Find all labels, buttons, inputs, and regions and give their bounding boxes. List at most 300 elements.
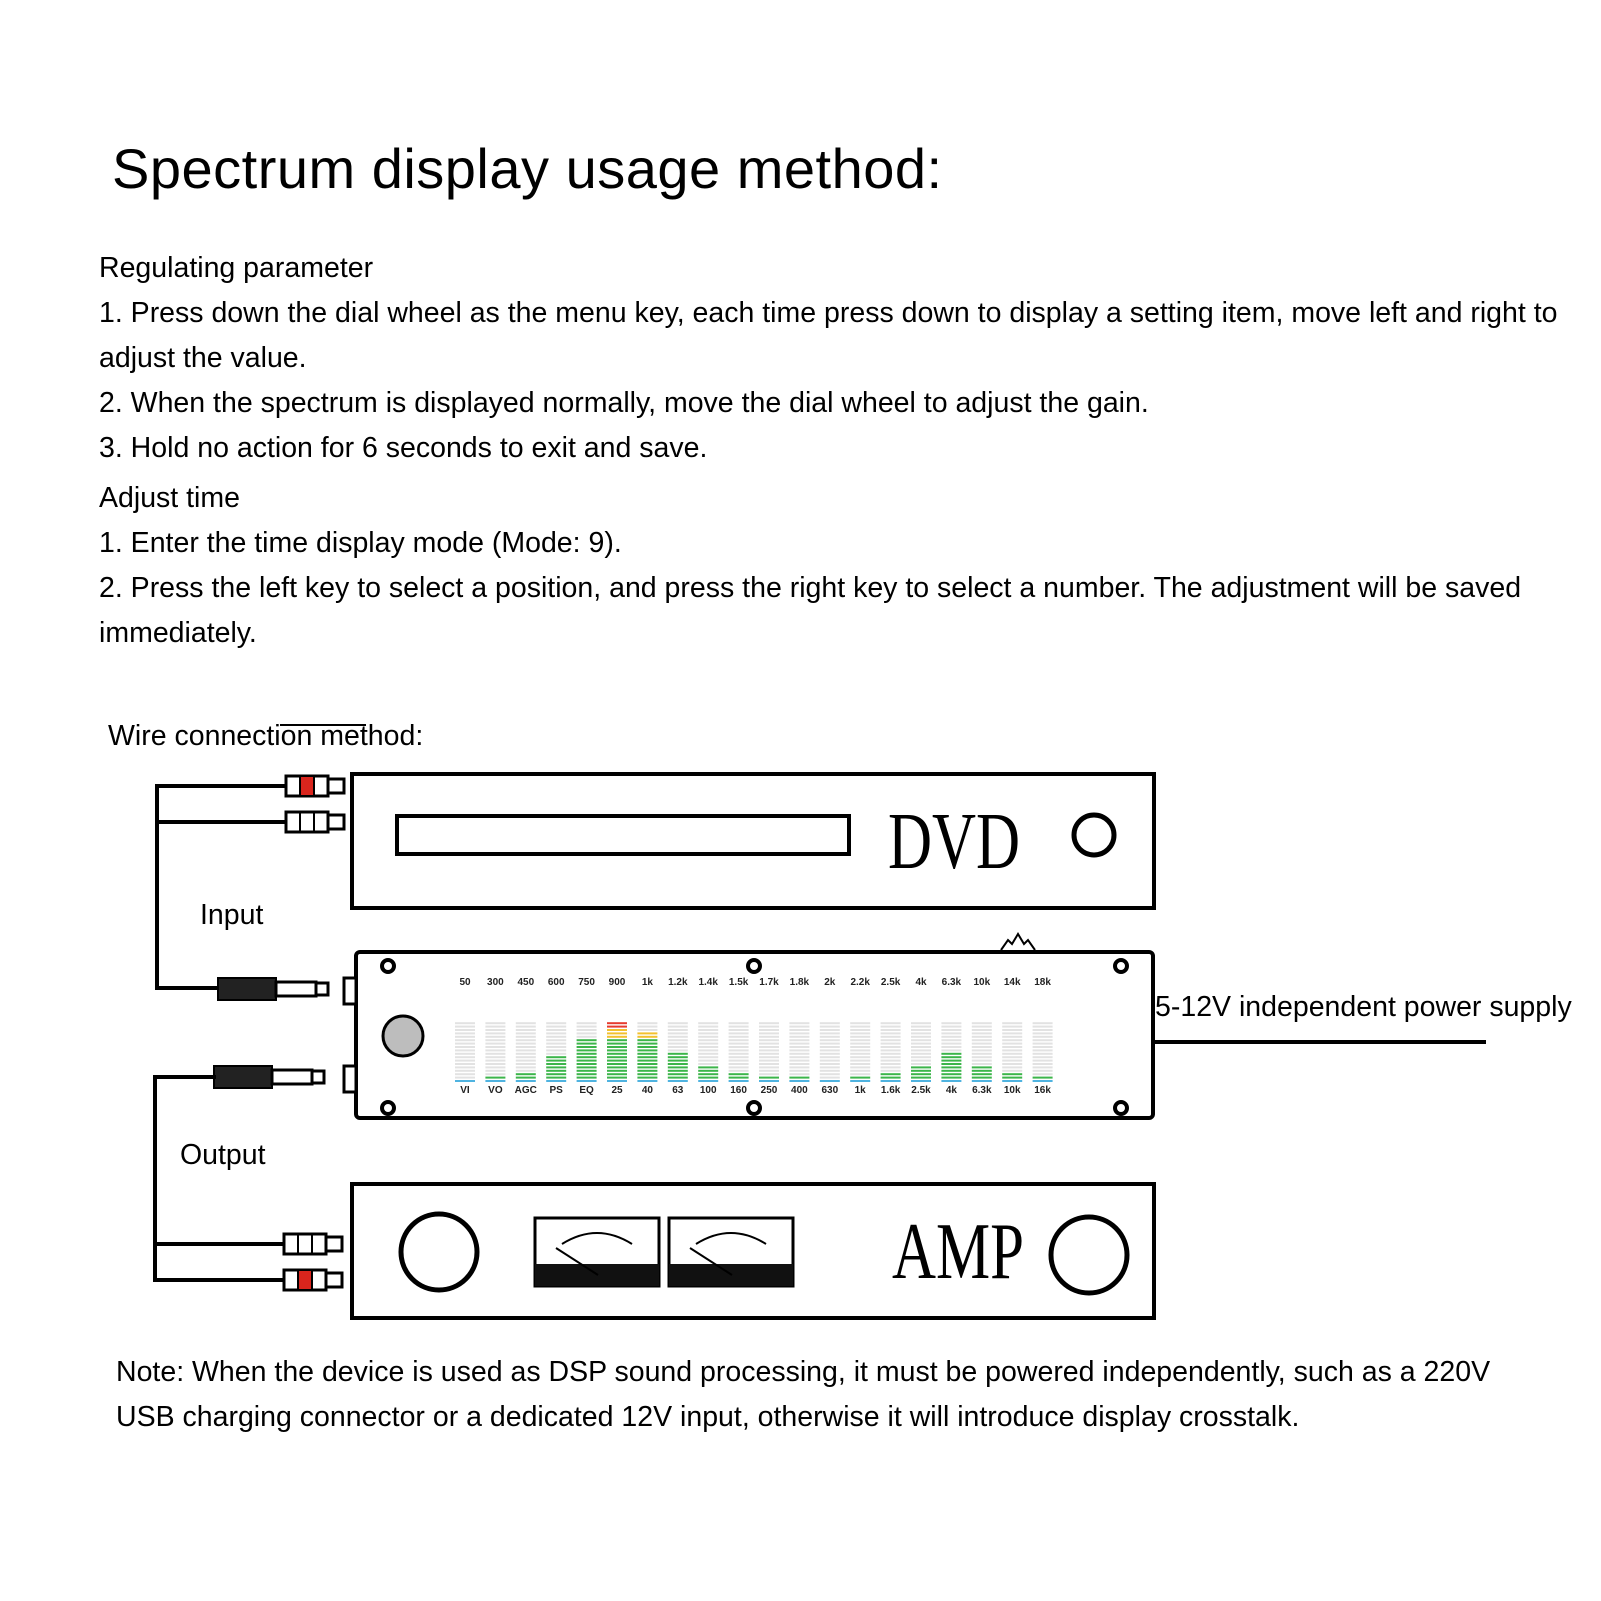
led-segment [1002,1056,1022,1058]
led-segment [607,1026,627,1028]
led-segment [911,1053,931,1055]
led-segment [485,1036,505,1038]
screw-icon [1115,960,1127,972]
led-segment [516,1022,536,1024]
led-segment [972,1043,992,1045]
led-segment [759,1077,779,1079]
led-segment [729,1032,749,1034]
led-segment [516,1043,536,1045]
led-segment [546,1073,566,1075]
led-segment [759,1022,779,1024]
led-segment [637,1043,657,1045]
led-segment [668,1073,688,1075]
regulating-step-1: 1. Press down the dial wheel as the menu key, each time press down to display a setting item, move left and right to adjust the value. [99,297,1558,374]
led-segment [789,1046,809,1048]
screw-icon [748,1102,760,1114]
led-segment [546,1046,566,1048]
led-segment [607,1022,627,1024]
led-segment [1033,1032,1053,1034]
led-segment [698,1036,718,1038]
led-segment [637,1080,657,1082]
led-segment [850,1073,870,1075]
led-segment [668,1039,688,1041]
top-frequency-label: 14k [1003,977,1021,988]
led-segment [881,1043,901,1045]
amp-label: AMP [892,1208,1024,1296]
led-segment [698,1039,718,1041]
led-segment [972,1080,992,1082]
led-segment [485,1039,505,1041]
led-segment [941,1022,961,1024]
led-segment [972,1029,992,1031]
led-segment [820,1043,840,1045]
screw-icon [748,960,760,972]
led-segment [881,1077,901,1079]
led-segment [1033,1029,1053,1031]
led-segment [759,1070,779,1072]
led-segment [820,1039,840,1041]
led-segment [485,1056,505,1058]
led-segment [455,1036,475,1038]
led-segment [698,1056,718,1058]
led-segment [911,1077,931,1079]
led-segment [911,1070,931,1072]
led-segment [668,1032,688,1034]
led-segment [637,1049,657,1051]
led-segment [729,1036,749,1038]
led-segment [1002,1049,1022,1051]
led-segment [789,1056,809,1058]
led-segment [577,1060,597,1062]
led-segment [941,1043,961,1045]
led-segment [941,1053,961,1055]
led-segment [1033,1043,1053,1045]
led-segment [546,1070,566,1072]
led-segment [455,1029,475,1031]
led-segment [911,1026,931,1028]
led-segment [516,1073,536,1075]
led-segment [698,1026,718,1028]
top-frequency-label: 2k [824,977,836,988]
bottom-channel-label: 1.6k [880,1085,901,1096]
led-segment [1033,1053,1053,1055]
led-segment [759,1053,779,1055]
led-segment [850,1053,870,1055]
top-frequency-label: 450 [517,977,535,988]
led-segment [789,1049,809,1051]
led-segment [546,1022,566,1024]
led-segment [455,1060,475,1062]
top-frequency-label: 900 [608,977,626,988]
led-segment [1002,1066,1022,1068]
led-segment [546,1060,566,1062]
bottom-channel-label: PS [549,1085,563,1096]
regulating-step-2: 2. When the spectrum is displayed normally, move the dial wheel to adjust the gain. [99,387,1149,419]
led-segment [911,1022,931,1024]
led-segment [881,1036,901,1038]
led-segment [698,1022,718,1024]
led-segment [820,1036,840,1038]
led-segment [485,1029,505,1031]
led-segment [1033,1036,1053,1038]
led-segment [637,1029,657,1031]
led-segment [516,1046,536,1048]
led-segment [759,1049,779,1051]
led-segment [668,1029,688,1031]
top-frequency-label: 600 [547,977,565,988]
led-segment [1002,1060,1022,1062]
led-segment [577,1022,597,1024]
led-segment [911,1056,931,1058]
led-segment [729,1026,749,1028]
led-segment [789,1032,809,1034]
led-segment [1033,1073,1053,1075]
led-segment [1033,1080,1053,1082]
led-segment [455,1026,475,1028]
led-segment [546,1043,566,1045]
led-segment [577,1077,597,1079]
led-segment [668,1077,688,1079]
led-segment [941,1077,961,1079]
led-segment [516,1049,536,1051]
led-segment [455,1066,475,1068]
led-segment [485,1046,505,1048]
bottom-channel-label: 1k [854,1085,866,1096]
led-segment [577,1080,597,1082]
input-label: Input [200,899,264,931]
led-segment [698,1063,718,1065]
led-segment [668,1080,688,1082]
led-segment [1002,1032,1022,1034]
led-segment [1033,1060,1053,1062]
led-segment [972,1077,992,1079]
crown-mark-icon [1001,934,1035,950]
bottom-channel-label: VO [488,1085,503,1096]
led-segment [637,1046,657,1048]
screw-icon [1115,1102,1127,1114]
led-segment [820,1056,840,1058]
led-segment [607,1032,627,1034]
led-segment [759,1026,779,1028]
led-segment [881,1049,901,1051]
led-segment [577,1036,597,1038]
led-segment [668,1056,688,1058]
led-segment [850,1046,870,1048]
led-segment [698,1077,718,1079]
led-segment [637,1060,657,1062]
led-segment [485,1026,505,1028]
led-segment [455,1022,475,1024]
led-segment [668,1070,688,1072]
led-segment [577,1043,597,1045]
led-segment [637,1026,657,1028]
led-segment [911,1046,931,1048]
led-segment [911,1039,931,1041]
led-segment [820,1080,840,1082]
led-segment [759,1039,779,1041]
adjust-time-heading: Adjust time [99,482,240,514]
led-segment [485,1066,505,1068]
led-segment [546,1026,566,1028]
led-segment [455,1080,475,1082]
output-jack-plug [214,1066,324,1088]
input-cable [157,786,290,988]
led-segment [698,1073,718,1075]
led-segment [516,1080,536,1082]
note-text [116,1350,1536,1440]
led-segment [911,1036,931,1038]
top-frequency-label: 18k [1034,977,1051,988]
led-segment [485,1049,505,1051]
led-segment [668,1022,688,1024]
led-segment [668,1063,688,1065]
led-segment [729,1022,749,1024]
led-segment [941,1049,961,1051]
dvd-player [352,774,1154,908]
led-segment [485,1063,505,1065]
led-segment [850,1049,870,1051]
bottom-channel-label: 160 [730,1085,747,1096]
led-segment [941,1070,961,1072]
led-segment [972,1070,992,1072]
led-segment [789,1036,809,1038]
led-segment [972,1053,992,1055]
led-segment [607,1049,627,1051]
led-segment [1033,1046,1053,1048]
led-segment [972,1039,992,1041]
led-segment [759,1046,779,1048]
led-segment [850,1060,870,1062]
amplifier [352,1184,1154,1318]
led-segment [789,1070,809,1072]
led-segment [911,1066,931,1068]
led-segment [729,1049,749,1051]
led-segment [759,1036,779,1038]
top-frequency-label: 10k [973,977,991,988]
led-segment [789,1066,809,1068]
led-segment [698,1046,718,1048]
led-segment [1033,1026,1053,1028]
led-segment [455,1053,475,1055]
top-frequency-label: 1.8k [789,977,810,988]
led-segment [1002,1063,1022,1065]
led-segment [789,1053,809,1055]
led-segment [546,1066,566,1068]
led-segment [850,1026,870,1028]
bottom-channel-label: 630 [821,1085,839,1096]
led-segment [729,1077,749,1079]
led-segment [637,1077,657,1079]
led-segment [911,1063,931,1065]
led-segment [972,1049,992,1051]
led-segment [850,1039,870,1041]
bottom-channel-label: 10k [1003,1085,1021,1096]
bottom-channel-label: 400 [791,1085,808,1096]
led-segment [789,1039,809,1041]
top-frequency-label: 750 [578,977,595,988]
led-segment [1002,1022,1022,1024]
led-segment [607,1053,627,1055]
led-segment [516,1070,536,1072]
led-segment [911,1043,931,1045]
bottom-channel-label: 100 [699,1085,717,1096]
bottom-channel-label: AGC [514,1085,537,1096]
led-segment [516,1026,536,1028]
bottom-channel-label: 6.3k [972,1085,992,1096]
led-segment [972,1022,992,1024]
led-segment [577,1049,597,1051]
led-segment [485,1043,505,1045]
led-segment [881,1039,901,1041]
led-segment [759,1066,779,1068]
led-segment [972,1063,992,1065]
led-segment [941,1036,961,1038]
led-segment [911,1032,931,1034]
led-segment [820,1049,840,1051]
bottom-channel-label: 250 [760,1085,778,1096]
led-segment [485,1032,505,1034]
led-segment [820,1077,840,1079]
led-segment [881,1070,901,1072]
led-segment [881,1073,901,1075]
bottom-channel-label: 25 [611,1085,623,1096]
led-segment [941,1026,961,1028]
top-frequency-label: 2.2k [850,977,870,988]
led-segment [820,1063,840,1065]
led-segment [729,1039,749,1041]
led-segment [546,1080,566,1082]
led-segment [850,1070,870,1072]
led-segment [1033,1039,1053,1041]
led-segment [789,1026,809,1028]
led-segment [485,1070,505,1072]
regulating-heading: Regulating parameter [99,252,374,284]
bottom-channel-label: 2.5k [911,1085,931,1096]
output-cable [155,1077,288,1280]
led-segment [577,1063,597,1065]
led-segment [516,1056,536,1058]
led-segment [607,1043,627,1045]
led-segment [729,1063,749,1065]
led-segment [668,1036,688,1038]
led-segment [637,1063,657,1065]
led-segment [668,1049,688,1051]
led-segment [668,1026,688,1028]
led-segment [698,1043,718,1045]
led-segment [941,1063,961,1065]
led-segment [1002,1073,1022,1075]
led-segment [637,1039,657,1041]
led-segment [820,1070,840,1072]
led-segment [1002,1080,1022,1082]
bottom-channel-label: 16k [1034,1085,1051,1096]
page-title: Spectrum display usage method: [112,137,943,200]
led-segment [729,1029,749,1031]
led-segment [789,1073,809,1075]
led-segment [789,1022,809,1024]
led-segment [516,1039,536,1041]
led-segment [546,1049,566,1051]
led-segment [577,1026,597,1028]
led-segment [850,1032,870,1034]
led-segment [698,1060,718,1062]
led-segment [881,1063,901,1065]
led-segment [820,1060,840,1062]
top-frequency-label: 300 [487,977,504,988]
led-segment [698,1066,718,1068]
led-segment [455,1039,475,1041]
dial-knob [383,1016,423,1056]
led-segment [546,1032,566,1034]
dvd-rca-white-plug [286,812,344,832]
led-segment [820,1053,840,1055]
led-segment [729,1046,749,1048]
led-segment [881,1032,901,1034]
led-segment [637,1022,657,1024]
input-socket [344,978,356,1004]
led-segment [455,1046,475,1048]
led-segment [607,1080,627,1082]
led-segment [637,1070,657,1072]
led-segment [546,1039,566,1041]
led-segment [516,1066,536,1068]
led-segment [637,1073,657,1075]
led-segment [911,1049,931,1051]
led-segment [668,1046,688,1048]
output-label: Output [180,1139,266,1171]
led-segment [485,1022,505,1024]
led-segment [820,1026,840,1028]
led-segment [850,1080,870,1082]
led-segment [516,1029,536,1031]
led-segment [729,1053,749,1055]
led-segment [820,1073,840,1075]
led-segment [637,1036,657,1038]
led-segment [698,1032,718,1034]
led-segment [577,1070,597,1072]
led-segment [607,1073,627,1075]
led-segment [698,1049,718,1051]
led-segment [516,1060,536,1062]
led-segment [1002,1046,1022,1048]
led-segment [1002,1029,1022,1031]
led-segment [881,1026,901,1028]
led-segment [546,1053,566,1055]
led-segment [759,1060,779,1062]
led-segment [607,1056,627,1058]
led-segment [546,1036,566,1038]
led-segment [668,1053,688,1055]
led-segment [1002,1043,1022,1045]
led-segment [941,1046,961,1048]
led-segment [820,1029,840,1031]
led-segment [1033,1056,1053,1058]
led-segment [850,1022,870,1024]
led-segment [759,1043,779,1045]
regulating-step-3: 3. Hold no action for 6 seconds to exit and save. [99,432,708,464]
led-segment [759,1073,779,1075]
led-segment [972,1066,992,1068]
led-segment [820,1066,840,1068]
led-segment [881,1053,901,1055]
led-segment [607,1077,627,1079]
led-segment [850,1077,870,1079]
led-segment [729,1060,749,1062]
led-segment [729,1066,749,1068]
bottom-channel-label: 40 [641,1085,653,1096]
top-frequency-label: 4k [915,977,927,988]
led-segment [789,1043,809,1045]
